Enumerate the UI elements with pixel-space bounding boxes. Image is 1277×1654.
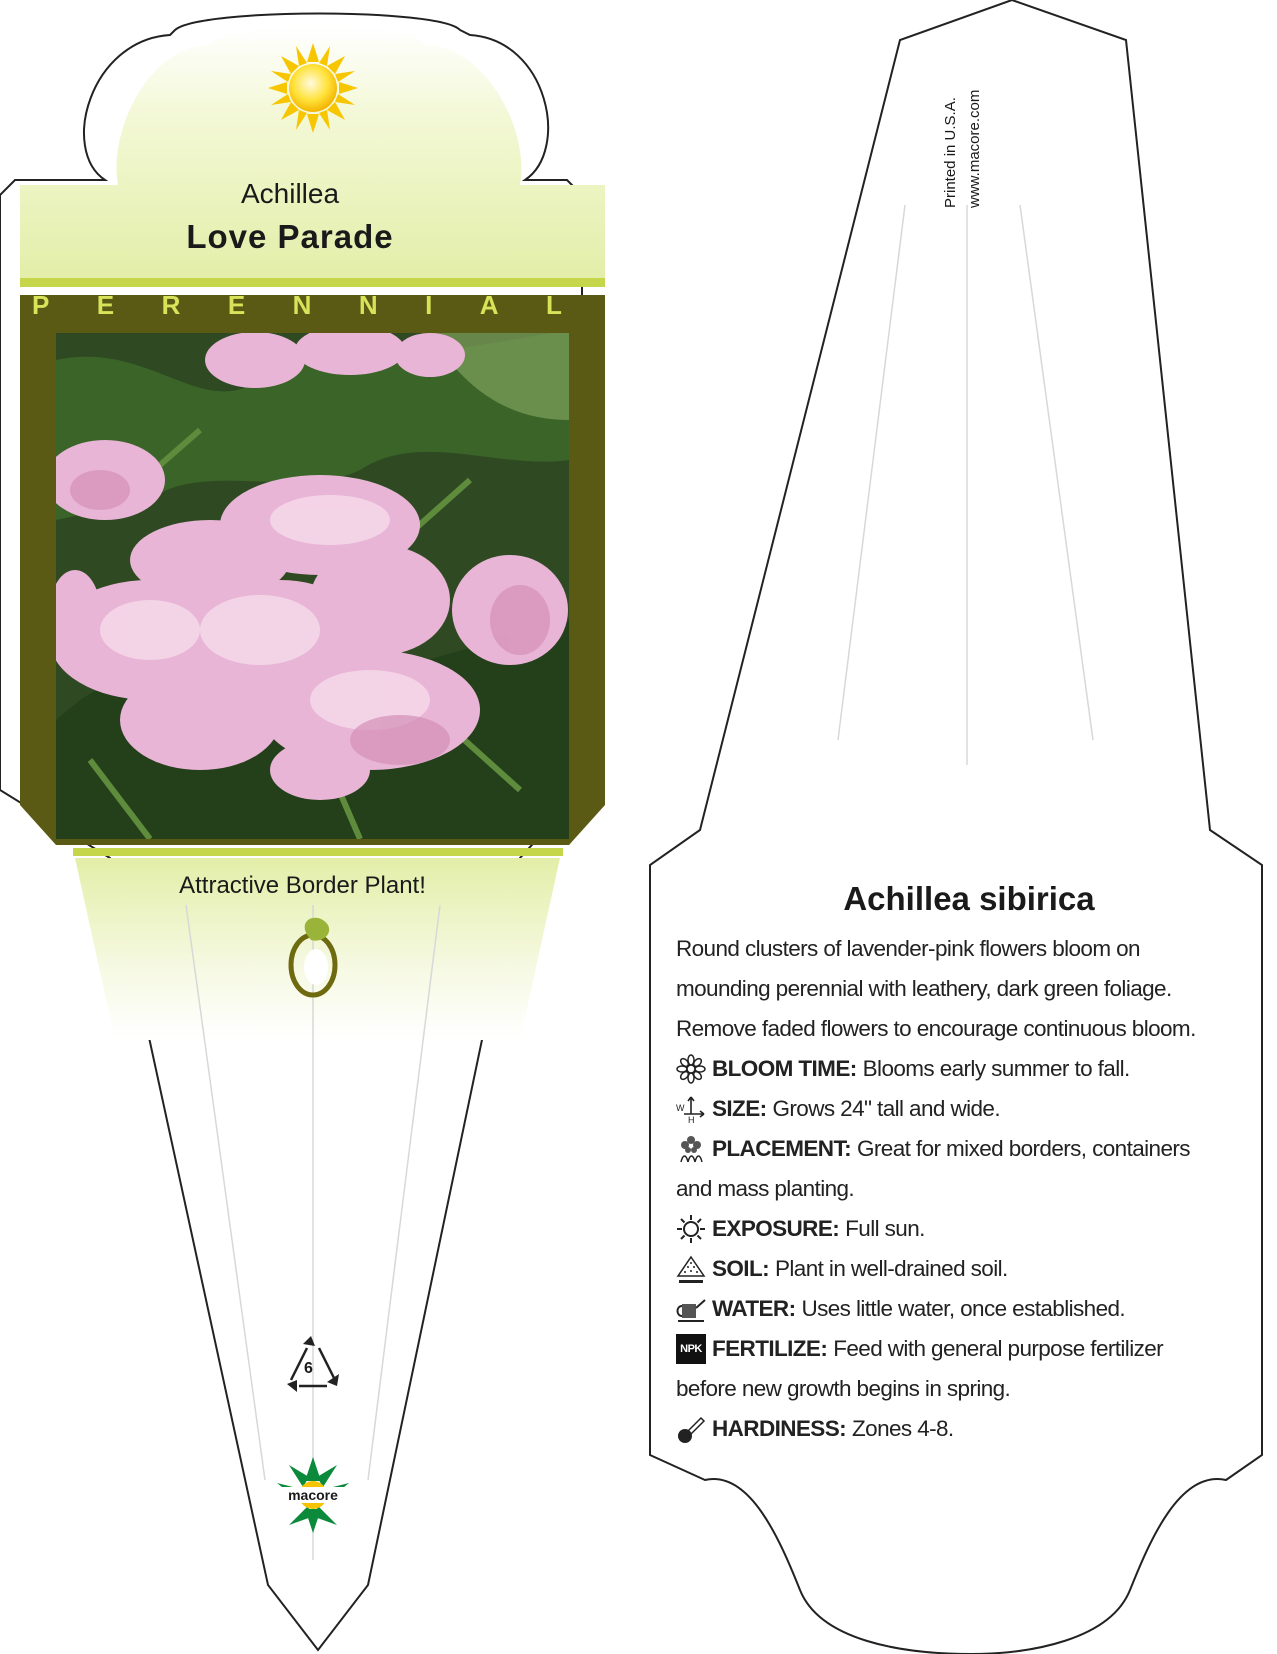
category-letter: L: [546, 290, 562, 320]
category-label: [32, 290, 562, 330]
category-letter: R: [161, 290, 181, 320]
fertilize-row: [676, 1329, 1262, 1369]
size-row: [676, 1089, 1262, 1129]
fertilize-text-cont: before new growth begins in spring.: [676, 1376, 1011, 1401]
placement-label: PLACEMENT:: [712, 1136, 851, 1161]
recycle-code: 6: [304, 1360, 313, 1377]
category-letter: I: [425, 290, 433, 320]
exposure-text: Full sun.: [845, 1216, 925, 1241]
description-line: Remove faded flowers to encourage continuous bloom.: [676, 1016, 1196, 1041]
header-accent-line: [20, 278, 605, 287]
category-letter: N: [358, 290, 378, 320]
care-info: [676, 929, 1262, 1449]
soil-icon: [676, 1254, 706, 1284]
sun-icon: [676, 1214, 706, 1244]
category-letter: E: [96, 290, 115, 320]
printed-in: Printed in U.S.A.: [942, 97, 959, 208]
watering-can-icon: [676, 1294, 706, 1324]
hardiness-row: [676, 1409, 1262, 1449]
placement-flower-icon: [676, 1134, 706, 1164]
thermometer-icon: [676, 1414, 706, 1444]
placement-text: Great for mixed borders, containers: [857, 1136, 1190, 1161]
footer-accent-line: [73, 848, 563, 856]
tagline: Attractive Border Plant!: [179, 872, 426, 899]
placement-row: [676, 1129, 1262, 1169]
soil-row: [676, 1249, 1262, 1289]
common-name: Achillea: [240, 178, 340, 209]
category-letter: A: [479, 290, 499, 320]
npk-icon: NPK: [676, 1334, 706, 1364]
description-line: mounding perennial with leathery, dark green foliage.: [676, 976, 1172, 1001]
fertilize-text: Feed with general purpose fertilizer: [833, 1336, 1164, 1361]
water-row: [676, 1289, 1262, 1329]
bloom-time-label: BLOOM TIME:: [712, 1056, 857, 1081]
bloom-time-row: [676, 1049, 1262, 1089]
size-arrows-icon: [676, 1094, 706, 1124]
category-letter: P: [32, 290, 50, 320]
fertilize-label: FERTILIZE:: [712, 1336, 828, 1361]
soil-label: SOIL:: [712, 1256, 769, 1281]
water-label: WATER:: [712, 1296, 796, 1321]
plant-photo: [45, 325, 569, 839]
size-icon-w: W: [676, 1103, 684, 1113]
full-sun-icon: [268, 43, 358, 133]
soil-text: Plant in well-drained soil.: [775, 1256, 1008, 1281]
hardiness-text: Zones 4-8.: [852, 1416, 954, 1441]
scientific-name: Achillea sibirica: [843, 880, 1095, 917]
water-text: Uses little water, once established.: [801, 1296, 1126, 1321]
cultivar-name: Love Parade: [186, 218, 394, 255]
hardiness-label: HARDINESS:: [712, 1416, 847, 1441]
brand-name: macore: [274, 1487, 352, 1503]
placement-text-cont: and mass planting.: [676, 1176, 855, 1201]
bloom-time-text: Blooms early summer to fall.: [862, 1056, 1130, 1081]
size-text: Grows 24" tall and wide.: [772, 1096, 1000, 1121]
website: www.macore.com: [966, 89, 983, 208]
exposure-row: [676, 1209, 1262, 1249]
category-letter: N: [292, 290, 312, 320]
category-letter: E: [227, 290, 246, 320]
exposure-label: EXPOSURE:: [712, 1216, 840, 1241]
size-label: SIZE:: [712, 1096, 767, 1121]
size-icon-h: H: [688, 1115, 694, 1124]
flower-icon: [676, 1054, 706, 1084]
description-line: Round clusters of lavender-pink flowers bloom on: [676, 936, 1140, 961]
